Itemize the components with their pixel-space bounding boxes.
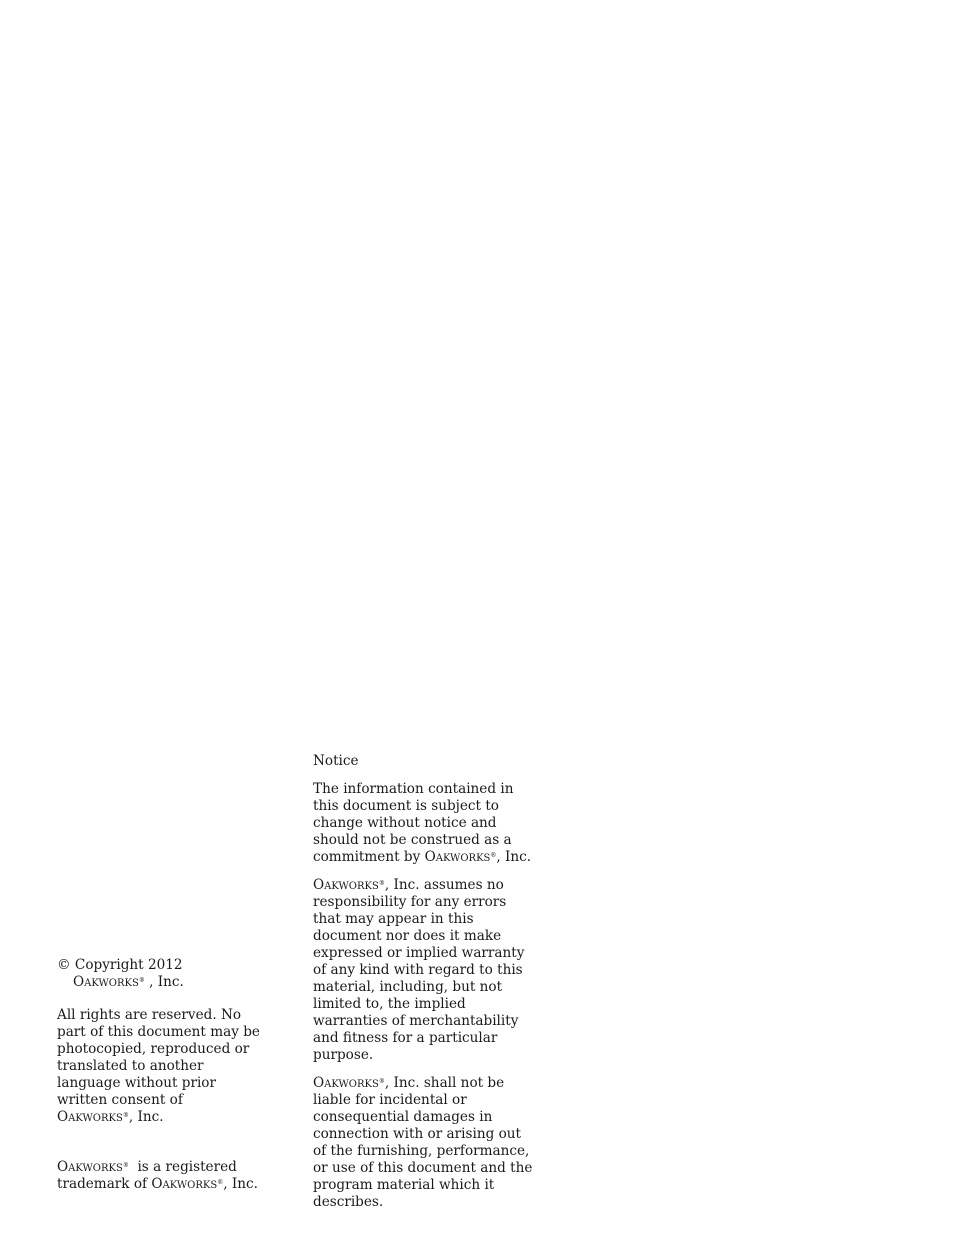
copyright-block [57, 957, 262, 991]
registered-mark: ® [490, 852, 497, 859]
notice-text: , Inc. assumes no responsibility for any errors that may appear in this document nor does it make expressed or implied warranty of any kind with regard to this material, including, but not limited to, the implied warranties of merchantability and fitness for a particular purpose. [313, 877, 525, 1063]
notice-paragraph-change [313, 781, 533, 866]
trademark-paragraph [57, 1159, 262, 1193]
copyright-column [57, 957, 262, 1193]
company-name: Oakworks [424, 849, 491, 865]
company-name: Oakworks [57, 1159, 123, 1175]
company-suffix: , Inc. [223, 1176, 258, 1192]
company-name: Oakworks [57, 1109, 123, 1125]
notice-column [313, 753, 533, 1211]
registered-mark: ® [378, 880, 385, 887]
registered-mark: ® [138, 977, 145, 984]
registered-mark: ® [122, 1112, 129, 1119]
registered-mark: ® [378, 1078, 385, 1085]
copyright-company-line [57, 974, 184, 990]
notice-text: , Inc. shall not be liable for incidental or consequential damages in connection with or arising out of the furnishing, performance, or use of this document and the program material which it describes. [313, 1075, 533, 1210]
notice-paragraph-liability [313, 1075, 533, 1211]
company-suffix: , Inc. [128, 1109, 164, 1125]
trademark-text: is a registered trademark of [57, 1159, 242, 1192]
notice-paragraph-warranty [313, 877, 533, 1064]
rights-reserved-paragraph [57, 1007, 262, 1126]
notice-heading: Notice [313, 753, 359, 769]
company-suffix: , Inc. [496, 849, 532, 865]
copyright-line: © Copyright 2012 [57, 957, 183, 973]
company-name: Oakworks [313, 877, 379, 893]
company-name: Oakworks [73, 974, 139, 990]
notice-text: The information contained in this document is subject to change without notice and should not be construed as a commitment by [313, 781, 514, 865]
company-name: Oakworks [313, 1075, 379, 1091]
company-suffix: , Inc. [144, 974, 184, 990]
registered-mark: ® [217, 1179, 224, 1186]
rights-text: All rights are reserved. No part of this document may be photocopied, reproduced or translated to another language without prior written consent of [57, 1007, 260, 1108]
registered-mark: ® [122, 1162, 129, 1169]
company-name: Oakworks [151, 1176, 218, 1192]
